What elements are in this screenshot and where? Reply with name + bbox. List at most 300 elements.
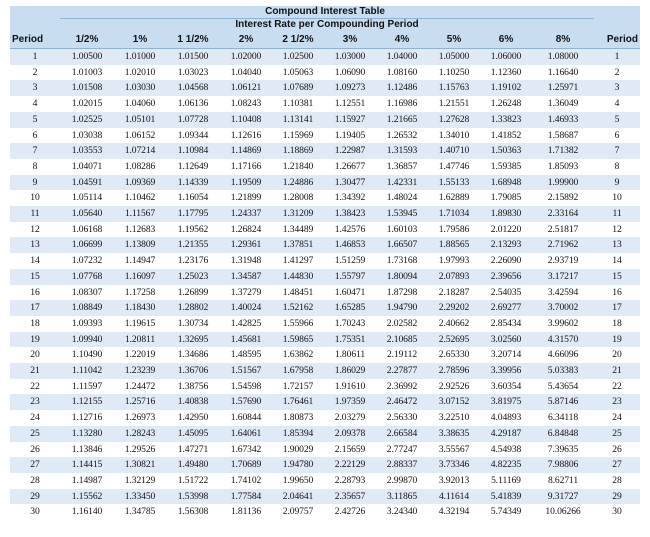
factor-cell: 1.03553: [60, 143, 114, 159]
factor-cell: 1.45681: [220, 332, 272, 348]
table-row: [10, 206, 640, 222]
factor-cell: 3.60354: [480, 379, 532, 395]
factor-cell: 1.28243: [114, 426, 166, 442]
factor-cell: 1.25971: [532, 80, 594, 96]
factor-cell: 2.40662: [428, 316, 480, 332]
factor-cell: 2.28793: [324, 473, 376, 489]
factor-cell: 1.21551: [428, 96, 480, 112]
factor-cell: 2.71962: [532, 237, 594, 253]
factor-cell: 1.01000: [114, 49, 166, 65]
factor-cell: 1.97993: [428, 253, 480, 269]
factor-cell: 2.29202: [428, 300, 480, 316]
factor-cell: 2.69277: [480, 300, 532, 316]
factor-cell: 1.57690: [220, 394, 272, 410]
factor-cell: 1.80873: [272, 410, 324, 426]
factor-cell: 2.46472: [376, 394, 428, 410]
factor-cell: 1.81136: [220, 504, 272, 520]
period-cell: 21: [10, 363, 60, 379]
factor-cell: 1.97359: [324, 394, 376, 410]
factor-cell: 1.47271: [166, 442, 220, 458]
period-cell: 3: [10, 80, 60, 96]
factor-cell: 1.07728: [166, 112, 220, 128]
column-header: 1%: [114, 31, 166, 49]
period-cell: 28: [10, 473, 60, 489]
factor-cell: 3.38635: [428, 426, 480, 442]
factor-cell: 5.74349: [480, 504, 532, 520]
factor-cell: 1.30734: [166, 316, 220, 332]
factor-cell: 1.24886: [272, 175, 324, 191]
factor-cell: 2.02582: [376, 316, 428, 332]
factor-cell: 1.85394: [272, 426, 324, 442]
table-row: [10, 363, 640, 379]
factor-cell: 2.10685: [376, 332, 428, 348]
factor-cell: 1.71382: [532, 143, 594, 159]
factor-cell: 1.28008: [272, 190, 324, 206]
factor-cell: 1.24472: [114, 379, 166, 395]
period-cell: 23: [594, 394, 640, 410]
table-row: [10, 442, 640, 458]
factor-cell: 2.04641: [272, 489, 324, 505]
period-cell: 30: [594, 504, 640, 520]
factor-cell: 1.07214: [114, 143, 166, 159]
period-cell: 18: [594, 316, 640, 332]
period-cell: 8: [10, 159, 60, 175]
factor-cell: 4.04893: [480, 410, 532, 426]
factor-cell: 2.13293: [480, 237, 532, 253]
factor-cell: 3.39956: [480, 363, 532, 379]
factor-cell: 1.06699: [60, 237, 114, 253]
factor-cell: 3.24340: [376, 504, 428, 520]
factor-cell: 1.32695: [166, 332, 220, 348]
factor-cell: 1.12486: [376, 80, 428, 96]
period-cell: 1: [10, 49, 60, 65]
column-header: 2%: [220, 31, 272, 49]
period-cell: 11: [10, 206, 60, 222]
factor-cell: 5.11169: [480, 473, 532, 489]
factor-cell: 3.99602: [532, 316, 594, 332]
factor-cell: 2.01220: [480, 222, 532, 238]
factor-cell: 2.66584: [376, 426, 428, 442]
factor-cell: 1.12360: [480, 65, 532, 81]
factor-cell: 5.03383: [532, 363, 594, 379]
period-cell: 5: [10, 112, 60, 128]
factor-cell: 1.13846: [60, 442, 114, 458]
period-cell: 7: [594, 143, 640, 159]
factor-cell: 1.01508: [60, 80, 114, 96]
period-cell: 10: [10, 190, 60, 206]
factor-cell: 3.17217: [532, 269, 594, 285]
factor-cell: 1.24337: [220, 206, 272, 222]
factor-cell: 1.11042: [60, 363, 114, 379]
factor-cell: 1.31948: [220, 253, 272, 269]
factor-cell: 1.52162: [272, 300, 324, 316]
period-cell: 11: [594, 206, 640, 222]
table-row: [10, 300, 640, 316]
factor-cell: 3.73346: [428, 457, 480, 473]
factor-cell: 1.08000: [532, 49, 594, 65]
period-cell: 14: [594, 253, 640, 269]
factor-cell: 1.42825: [220, 316, 272, 332]
factor-cell: 1.50363: [480, 143, 532, 159]
table-row: [10, 80, 640, 96]
column-header: 3%: [324, 31, 376, 49]
factor-cell: 1.08160: [376, 65, 428, 81]
factor-cell: 1.10462: [114, 190, 166, 206]
factor-cell: 3.02560: [480, 332, 532, 348]
factor-cell: 1.71034: [428, 206, 480, 222]
factor-cell: 1.34489: [272, 222, 324, 238]
period-cell: 13: [594, 237, 640, 253]
factor-cell: 1.89830: [480, 206, 532, 222]
factor-cell: 7.98806: [532, 457, 594, 473]
factor-cell: 1.00500: [60, 49, 114, 65]
factor-cell: 2.19112: [376, 347, 428, 363]
factor-cell: 1.16986: [376, 96, 428, 112]
factor-cell: 1.18430: [114, 300, 166, 316]
column-header: Period: [10, 31, 60, 49]
factor-cell: 1.48595: [220, 347, 272, 363]
factor-cell: 1.32129: [114, 473, 166, 489]
factor-cell: 1.34785: [114, 504, 166, 520]
factor-cell: 5.43654: [532, 379, 594, 395]
factor-cell: 1.28802: [166, 300, 220, 316]
factor-cell: 1.70243: [324, 316, 376, 332]
column-header: 8%: [532, 31, 594, 49]
factor-cell: 2.15659: [324, 442, 376, 458]
period-cell: 15: [594, 269, 640, 285]
factor-cell: 2.56330: [376, 410, 428, 426]
period-cell: 9: [594, 175, 640, 191]
factor-cell: 1.09344: [166, 128, 220, 144]
factor-cell: 1.70689: [220, 457, 272, 473]
period-cell: 3: [594, 80, 640, 96]
factor-cell: 1.40710: [428, 143, 480, 159]
factor-cell: 1.91610: [324, 379, 376, 395]
factor-cell: 3.70002: [532, 300, 594, 316]
factor-cell: 1.17166: [220, 159, 272, 175]
factor-cell: 2.54035: [480, 285, 532, 301]
period-cell: 6: [594, 128, 640, 144]
factor-cell: 1.64061: [220, 426, 272, 442]
table-row: [10, 222, 640, 238]
factor-cell: 1.07689: [272, 80, 324, 96]
factor-cell: 2.93719: [532, 253, 594, 269]
factor-cell: 1.62889: [428, 190, 480, 206]
period-cell: 27: [10, 457, 60, 473]
factor-cell: 1.15562: [60, 489, 114, 505]
period-cell: 15: [10, 269, 60, 285]
period-cell: 12: [594, 222, 640, 238]
factor-cell: 1.01003: [60, 65, 114, 81]
factor-cell: 1.04060: [114, 96, 166, 112]
factor-cell: 1.41297: [272, 253, 324, 269]
factor-cell: 1.04071: [60, 159, 114, 175]
factor-cell: 1.19405: [324, 128, 376, 144]
factor-cell: 3.07152: [428, 394, 480, 410]
factor-cell: 4.29187: [480, 426, 532, 442]
factor-cell: 1.47746: [428, 159, 480, 175]
factor-cell: 1.02500: [272, 49, 324, 65]
column-header: 2 1/2%: [272, 31, 324, 49]
factor-cell: 1.02010: [114, 65, 166, 81]
factor-cell: 2.07893: [428, 269, 480, 285]
factor-cell: 1.63862: [272, 347, 324, 363]
factor-cell: 1.02000: [220, 49, 272, 65]
period-cell: 25: [594, 426, 640, 442]
factor-cell: 1.06090: [324, 65, 376, 81]
period-cell: 10: [594, 190, 640, 206]
factor-cell: 1.10381: [272, 96, 324, 112]
factor-cell: 1.12616: [220, 128, 272, 144]
factor-cell: 1.99900: [532, 175, 594, 191]
factor-cell: 1.01500: [166, 49, 220, 65]
table-row: [10, 426, 640, 442]
factor-cell: 1.51259: [324, 253, 376, 269]
factor-cell: 1.48451: [272, 285, 324, 301]
factor-cell: 1.34587: [220, 269, 272, 285]
factor-cell: 1.44830: [272, 269, 324, 285]
factor-cell: 1.55966: [272, 316, 324, 332]
factor-cell: 1.19102: [480, 80, 532, 96]
factor-cell: 1.07768: [60, 269, 114, 285]
factor-cell: 1.37851: [272, 237, 324, 253]
period-cell: 4: [10, 96, 60, 112]
factor-cell: 1.17795: [166, 206, 220, 222]
factor-cell: 1.66507: [376, 237, 428, 253]
period-cell: 27: [594, 457, 640, 473]
factor-cell: 1.14987: [60, 473, 114, 489]
period-cell: 23: [10, 394, 60, 410]
factor-cell: 2.92526: [428, 379, 480, 395]
factor-cell: 2.36992: [376, 379, 428, 395]
factor-cell: 1.04040: [220, 65, 272, 81]
factor-cell: 1.26973: [114, 410, 166, 426]
factor-cell: 1.17258: [114, 285, 166, 301]
period-cell: 6: [10, 128, 60, 144]
factor-cell: 1.23176: [166, 253, 220, 269]
period-cell: 20: [10, 347, 60, 363]
factor-cell: 1.79586: [428, 222, 480, 238]
factor-cell: 1.22987: [324, 143, 376, 159]
period-cell: 2: [594, 65, 640, 81]
factor-cell: 1.05114: [60, 190, 114, 206]
table-row: [10, 65, 640, 81]
factor-cell: 7.39635: [532, 442, 594, 458]
column-header: 1 1/2%: [166, 31, 220, 49]
factor-cell: 1.09273: [324, 80, 376, 96]
factor-cell: 1.79085: [480, 190, 532, 206]
factor-cell: 1.99650: [272, 473, 324, 489]
factor-cell: 4.54938: [480, 442, 532, 458]
factor-cell: 1.55797: [324, 269, 376, 285]
factor-cell: 1.75351: [324, 332, 376, 348]
factor-cell: 1.40024: [220, 300, 272, 316]
factor-cell: 1.09369: [114, 175, 166, 191]
factor-cell: 1.85093: [532, 159, 594, 175]
table-row: [10, 128, 640, 144]
factor-cell: 1.12155: [60, 394, 114, 410]
factor-cell: 1.21355: [166, 237, 220, 253]
factor-cell: 1.15927: [324, 112, 376, 128]
factor-cell: 1.26677: [324, 159, 376, 175]
compound-interest-table: [10, 6, 640, 520]
table-row: [10, 269, 640, 285]
factor-cell: 1.26532: [376, 128, 428, 144]
factor-cell: 1.08307: [60, 285, 114, 301]
factor-cell: 1.41852: [480, 128, 532, 144]
factor-cell: 4.32194: [428, 504, 480, 520]
factor-cell: 1.15763: [428, 80, 480, 96]
factor-cell: 1.30477: [324, 175, 376, 191]
factor-cell: 1.05063: [272, 65, 324, 81]
factor-cell: 1.49480: [166, 457, 220, 473]
table-row: [10, 285, 640, 301]
factor-cell: 2.26090: [480, 253, 532, 269]
factor-cell: 2.33164: [532, 206, 594, 222]
factor-cell: 4.82235: [480, 457, 532, 473]
factor-cell: 1.16054: [166, 190, 220, 206]
table-row: [10, 253, 640, 269]
factor-cell: 1.13141: [272, 112, 324, 128]
factor-cell: 1.14947: [114, 253, 166, 269]
factor-cell: 1.42576: [324, 222, 376, 238]
period-cell: 1: [594, 49, 640, 65]
factor-cell: 9.31727: [532, 489, 594, 505]
factor-cell: 8.62711: [532, 473, 594, 489]
factor-cell: 3.22510: [428, 410, 480, 426]
factor-cell: 1.77584: [220, 489, 272, 505]
factor-cell: 1.12551: [324, 96, 376, 112]
factor-cell: 1.27628: [428, 112, 480, 128]
factor-cell: 1.59865: [272, 332, 324, 348]
factor-cell: 1.26899: [166, 285, 220, 301]
period-cell: 4: [594, 96, 640, 112]
factor-cell: 1.86029: [324, 363, 376, 379]
factor-cell: 10.06266: [532, 504, 594, 520]
factor-cell: 1.87298: [376, 285, 428, 301]
period-cell: 5: [594, 112, 640, 128]
period-cell: 24: [594, 410, 640, 426]
factor-cell: 1.59385: [480, 159, 532, 175]
factor-cell: 2.22129: [324, 457, 376, 473]
period-cell: 26: [594, 442, 640, 458]
factor-cell: 4.11614: [428, 489, 480, 505]
factor-cell: 1.02015: [60, 96, 114, 112]
factor-cell: 1.26248: [480, 96, 532, 112]
period-cell: 12: [10, 222, 60, 238]
factor-cell: 1.16097: [114, 269, 166, 285]
period-cell: 7: [10, 143, 60, 159]
factor-cell: 1.14869: [220, 143, 272, 159]
factor-cell: 1.21665: [376, 112, 428, 128]
factor-cell: 3.92013: [428, 473, 480, 489]
factor-cell: 1.06121: [220, 80, 272, 96]
factor-cell: 1.11597: [60, 379, 114, 395]
factor-cell: 1.13809: [114, 237, 166, 253]
factor-cell: 2.09378: [324, 426, 376, 442]
factor-cell: 6.34118: [532, 410, 594, 426]
period-cell: 8: [594, 159, 640, 175]
table-row: [10, 143, 640, 159]
factor-cell: 1.58687: [532, 128, 594, 144]
factor-cell: 2.85434: [480, 316, 532, 332]
factor-cell: 1.54598: [220, 379, 272, 395]
table-row: [10, 379, 640, 395]
factor-cell: 1.13280: [60, 426, 114, 442]
table-row: [10, 489, 640, 505]
period-cell: 16: [594, 285, 640, 301]
period-cell: 2: [10, 65, 60, 81]
factor-cell: 2.09757: [272, 504, 324, 520]
factor-cell: 1.30821: [114, 457, 166, 473]
table-row: [10, 49, 640, 65]
factor-cell: 1.04591: [60, 175, 114, 191]
factor-cell: 1.40838: [166, 394, 220, 410]
table-subtitle: Interest Rate per Compounding Period: [60, 19, 594, 32]
factor-cell: 1.03023: [166, 65, 220, 81]
factor-cell: 1.25023: [166, 269, 220, 285]
table-title: Compound Interest Table: [10, 6, 640, 19]
table-row: [10, 316, 640, 332]
factor-cell: 2.99870: [376, 473, 428, 489]
factor-cell: 1.10250: [428, 65, 480, 81]
factor-cell: 1.09940: [60, 332, 114, 348]
factor-cell: 1.26824: [220, 222, 272, 238]
table-row: [10, 394, 640, 410]
factor-cell: 4.31570: [532, 332, 594, 348]
factor-cell: 1.72157: [272, 379, 324, 395]
factor-cell: 1.08243: [220, 96, 272, 112]
factor-cell: 1.05000: [428, 49, 480, 65]
factor-cell: 1.33823: [480, 112, 532, 128]
period-cell: 21: [594, 363, 640, 379]
factor-cell: 1.56308: [166, 504, 220, 520]
factor-cell: 1.34686: [166, 347, 220, 363]
factor-cell: 1.67342: [220, 442, 272, 458]
factor-cell: 3.20714: [480, 347, 532, 363]
factor-cell: 2.42726: [324, 504, 376, 520]
factor-cell: 1.74102: [220, 473, 272, 489]
factor-cell: 1.19509: [220, 175, 272, 191]
factor-cell: 1.37279: [220, 285, 272, 301]
factor-cell: 1.94790: [376, 300, 428, 316]
table-row: [10, 410, 640, 426]
factor-cell: 1.07232: [60, 253, 114, 269]
period-cell: 22: [594, 379, 640, 395]
table-row: [10, 159, 640, 175]
factor-cell: 2.51817: [532, 222, 594, 238]
factor-cell: 1.76461: [272, 394, 324, 410]
factor-cell: 1.42950: [166, 410, 220, 426]
period-cell: 29: [10, 489, 60, 505]
table-row: [10, 473, 640, 489]
factor-cell: 1.05101: [114, 112, 166, 128]
factor-cell: 1.60844: [220, 410, 272, 426]
period-cell: 28: [594, 473, 640, 489]
period-cell: 19: [594, 332, 640, 348]
period-cell: 30: [10, 504, 60, 520]
factor-cell: 1.80094: [376, 269, 428, 285]
factor-cell: 2.52695: [428, 332, 480, 348]
table-row: [10, 175, 640, 191]
factor-cell: 2.77247: [376, 442, 428, 458]
factor-cell: 1.29361: [220, 237, 272, 253]
factor-cell: 3.55567: [428, 442, 480, 458]
factor-cell: 1.60103: [376, 222, 428, 238]
factor-cell: 1.23239: [114, 363, 166, 379]
column-header: 1/2%: [60, 31, 114, 49]
factor-cell: 1.15969: [272, 128, 324, 144]
